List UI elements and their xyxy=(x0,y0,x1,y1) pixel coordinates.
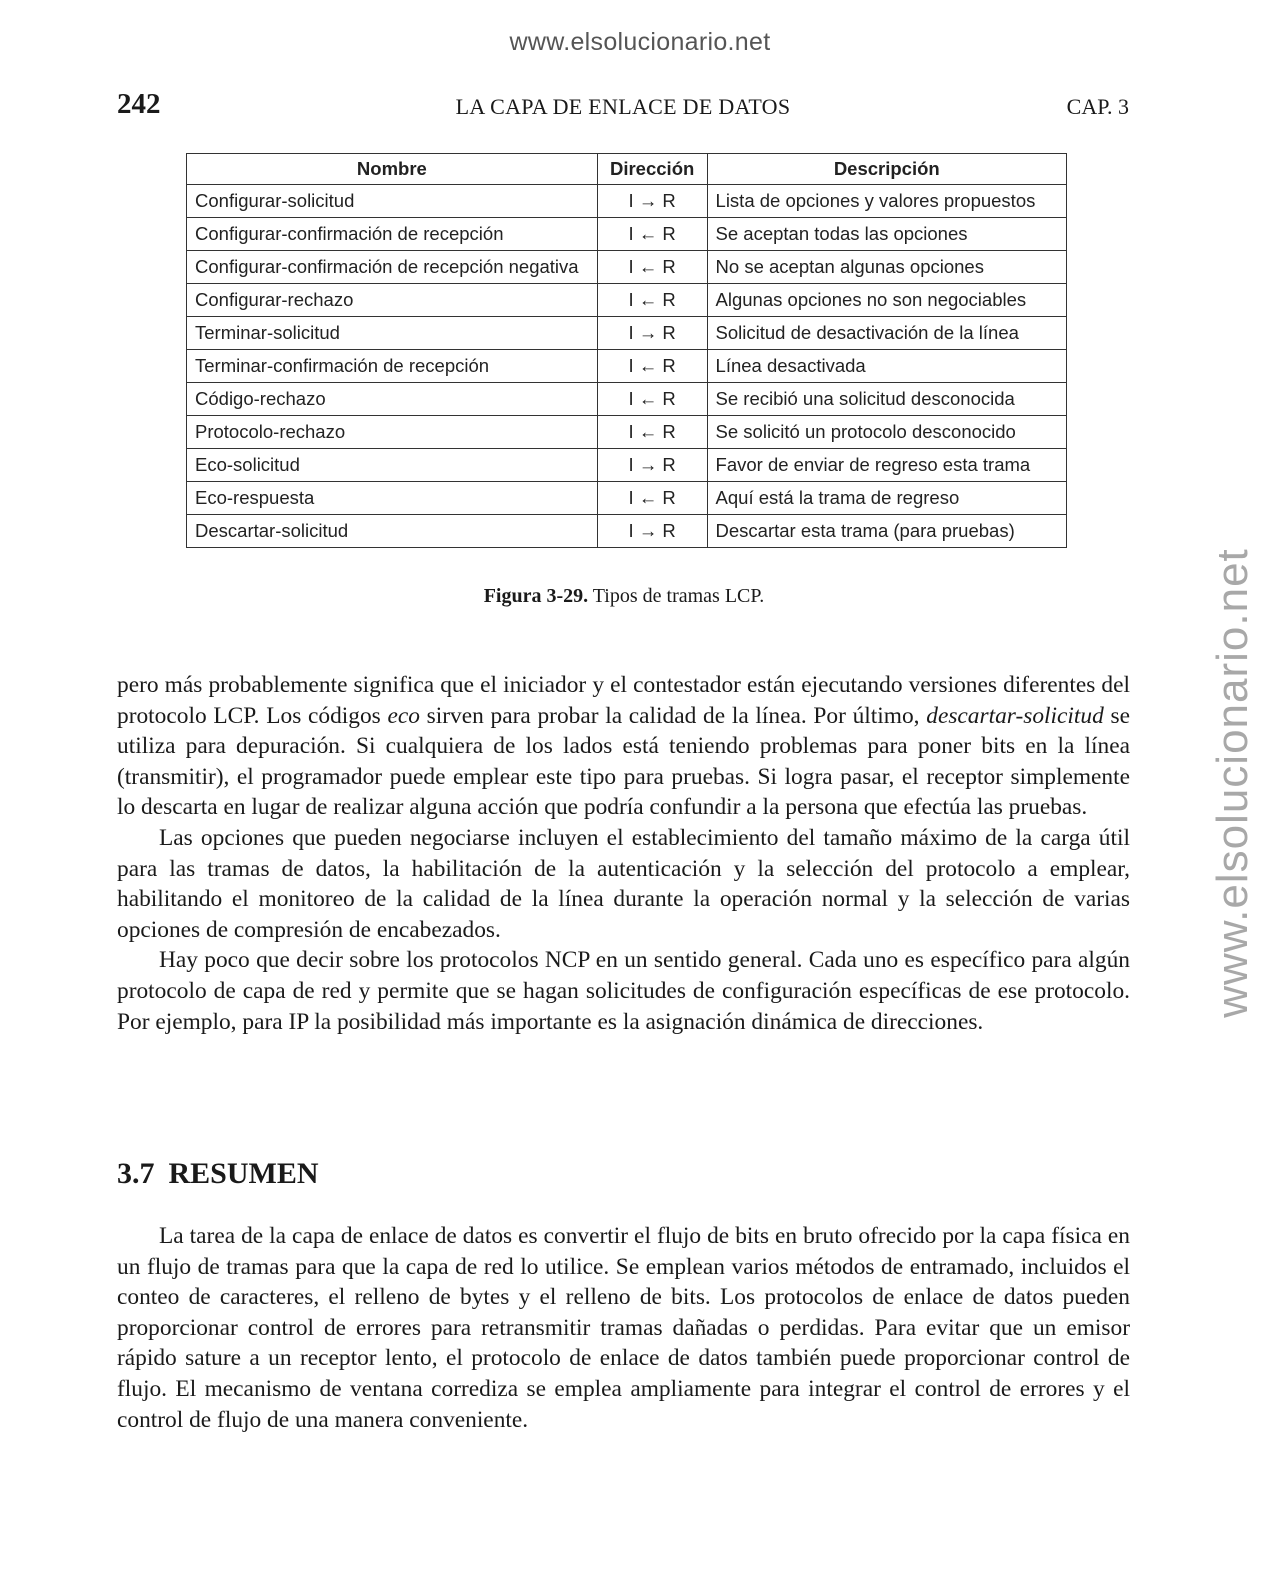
cell-description: Se recibió una solicitud desconocida xyxy=(707,383,1066,416)
table-row xyxy=(187,416,1067,449)
column-header-direction: Dirección xyxy=(597,154,707,185)
section-number: 3.7 xyxy=(117,1157,155,1190)
term-descartar-solicitud: descartar-solicitud xyxy=(926,702,1104,729)
cell-direction: I → R xyxy=(597,185,707,218)
cell-name: Configurar-rechazo xyxy=(187,284,598,317)
cell-name: Descartar-solicitud xyxy=(187,515,598,548)
table-header-row xyxy=(187,154,1067,185)
column-header-description: Descripción xyxy=(707,154,1066,185)
chapter-title: LA CAPA DE ENLACE DE DATOS xyxy=(455,94,791,119)
paragraph: Las opciones que pueden negociarse incluyen el establecimiento del tamaño máximo de la carga útil para las tramas de datos, la habilitación de la autenticación y la selección del protocolo a emplear, habilitando el monitoreo de la calidad de la línea durante la operación normal y la selección de varias opciones de compresión de encabezados. xyxy=(117,824,1130,943)
section-title: RESUMEN xyxy=(168,1157,319,1190)
table-row xyxy=(187,284,1067,317)
cell-name: Configurar-solicitud xyxy=(187,185,598,218)
cell-description: Se aceptan todas las opciones xyxy=(707,218,1066,251)
cell-direction: I ← R xyxy=(597,383,707,416)
page-number: 242 xyxy=(117,88,161,120)
cell-description: Línea desactivada xyxy=(707,350,1066,383)
chapter-ref: CAP. 3 xyxy=(1066,94,1129,119)
table-row xyxy=(187,482,1067,515)
cell-name: Eco-solicitud xyxy=(187,449,598,482)
cell-direction: I ← R xyxy=(597,416,707,449)
figure-label: Figura 3-29. xyxy=(483,585,589,607)
summary-text xyxy=(117,1221,1130,1435)
table-row xyxy=(187,251,1067,284)
cell-direction: I ← R xyxy=(597,284,707,317)
cell-direction: I ← R xyxy=(597,350,707,383)
body-text xyxy=(117,670,1130,1037)
term-eco: eco xyxy=(387,702,420,729)
cell-name: Código-rechazo xyxy=(187,383,598,416)
cell-direction: I ← R xyxy=(597,482,707,515)
cell-description: Descartar esta trama (para pruebas) xyxy=(707,515,1066,548)
cell-description: Favor de enviar de regreso esta trama xyxy=(707,449,1066,482)
paragraph: La tarea de la capa de enlace de datos es convertir el flujo de bits en bruto ofrecido por la capa física en un flujo de tramas para que la capa de red lo utilice. Se emplean varios métodos de entramado, incluidos el conteo de caracteres, el relleno de bytes y el relleno de bits. Los protocolos de enlace de datos pueden proporcionar control de errores para retransmitir tramas dañadas o perdidas. Para evitar que un emisor rápido sature a un receptor lento, el protocolo de enlace de datos también puede proporcionar control de flujo. El mecanismo de ventana corrediza se emplea ampliamente para integrar el control de errores y el control de flujo de una manera conveniente. xyxy=(117,1223,1130,1433)
cell-name: Eco-respuesta xyxy=(187,482,598,515)
cell-direction: I → R xyxy=(597,317,707,350)
cell-description: Se solicitó un protocolo desconocido xyxy=(707,416,1066,449)
table-row xyxy=(187,515,1067,548)
cell-direction: I → R xyxy=(597,515,707,548)
column-header-name: Nombre xyxy=(187,154,598,185)
cell-direction: I ← R xyxy=(597,218,707,251)
cell-name: Configurar-confirmación de recepción xyxy=(187,218,598,251)
cell-description: Algunas opciones no son negociables xyxy=(707,284,1066,317)
cell-name: Terminar-solicitud xyxy=(187,317,598,350)
table-row xyxy=(187,383,1067,416)
cell-name: Protocolo-rechazo xyxy=(187,416,598,449)
cell-description: Solicitud de desactivación de la línea xyxy=(707,317,1066,350)
running-head xyxy=(117,88,1129,124)
cell-direction: I ← R xyxy=(597,251,707,284)
cell-description: No se aceptan algunas opciones xyxy=(707,251,1066,284)
cell-description: Aquí está la trama de regreso xyxy=(707,482,1066,515)
table-row xyxy=(187,185,1067,218)
paragraph: Hay poco que decir sobre los protocolos NCP en un sentido general. Cada uno es específico para algún protocolo de capa de red y permite que se hagan solicitudes de configuración específicas de ese protocolo. Por ejemplo, para IP la posibilidad más importante es la asignación dinámica de direcciones. xyxy=(117,947,1130,1035)
figure-caption-text: Tipos de tramas LCP. xyxy=(592,585,765,607)
table-row xyxy=(187,218,1067,251)
table-row xyxy=(187,449,1067,482)
cell-direction: I → R xyxy=(597,449,707,482)
table-row xyxy=(187,350,1067,383)
figure-caption xyxy=(0,585,1248,608)
cell-description: Lista de opciones y valores propuestos xyxy=(707,185,1066,218)
paragraph: pero más probablemente significa que el iniciador y el contestador están ejecutando versiones diferentes del protocolo LCP. Los códigos eco sirven para probar la calidad de la línea. Por último, descartar-solicitud se utiliza para depuración. Si cualquiera de los lados está teniendo problemas para poner bits en la línea (transmitir), el programador puede emplear este tipo para pruebas. Si logra pasar, el receptor simplemente lo descarta en lugar de realizar alguna acción que podría confundir a la persona que efectúa las pruebas. xyxy=(117,672,1130,821)
watermark-top: www.elsolucionario.net xyxy=(509,28,771,56)
cell-name: Configurar-confirmación de recepción negativa xyxy=(187,251,598,284)
lcp-frame-types-table xyxy=(186,153,1067,548)
watermark-side: www.elsolucionario.net xyxy=(1208,548,1257,1018)
cell-name: Terminar-confirmación de recepción xyxy=(187,350,598,383)
section-heading xyxy=(117,1157,319,1191)
table-row xyxy=(187,317,1067,350)
